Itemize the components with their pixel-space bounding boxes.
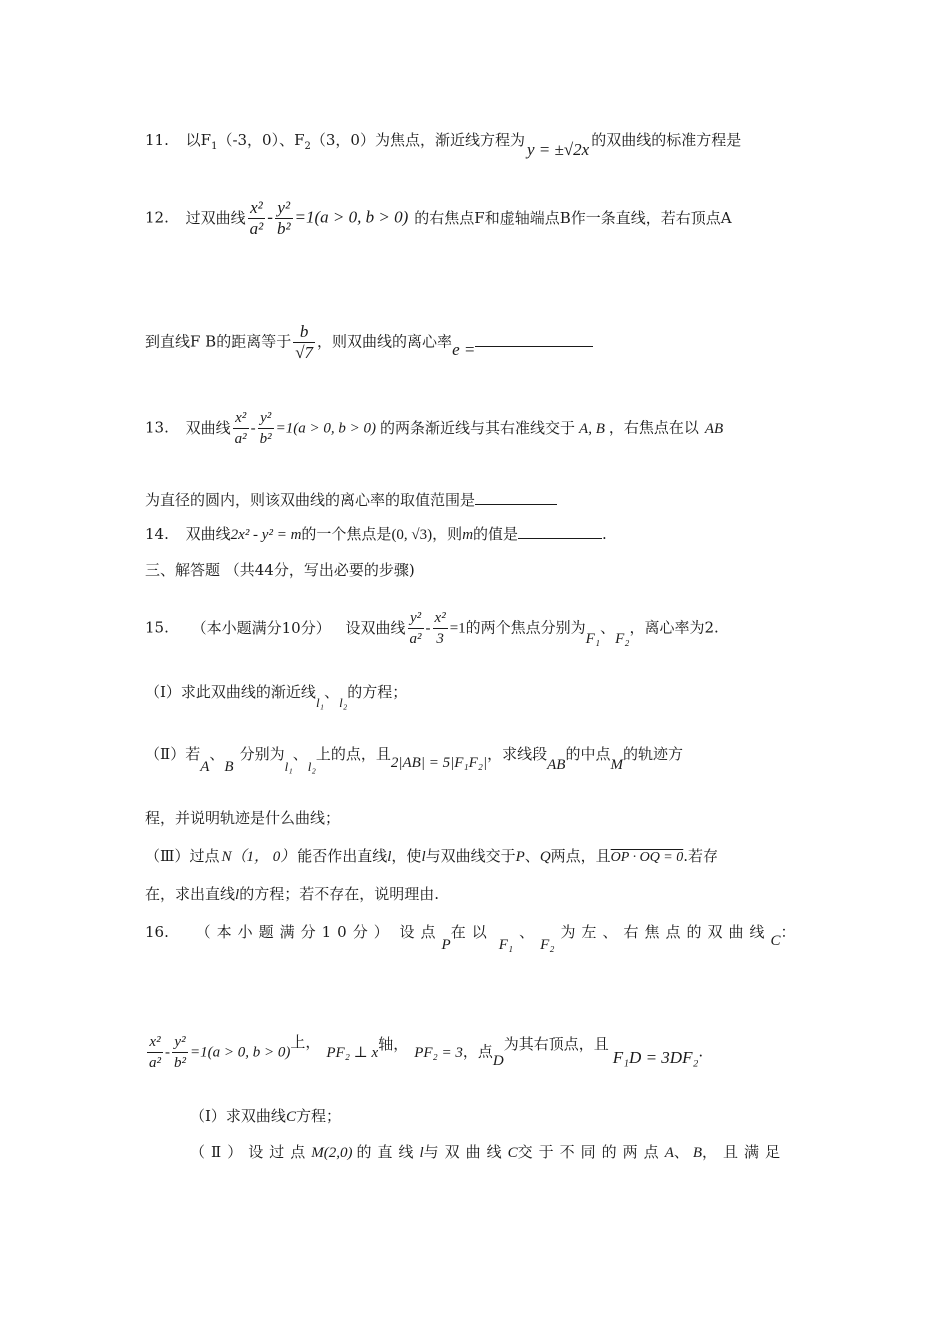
q15-part-2 (145, 744, 683, 775)
q16-p2-a: （Ⅱ）设过点 (190, 1143, 312, 1161)
q15-header: （本小题满分10分） (191, 618, 331, 637)
q15-part-3-line2 (145, 884, 439, 905)
q16-part-1 (190, 1106, 341, 1127)
q15-p1-label: （Ⅰ）求此双曲线的渐近线 (145, 683, 316, 701)
q15-p2-a: （Ⅱ）若 (145, 745, 201, 763)
q13-points: A, B (579, 420, 605, 437)
q16-P: P (441, 937, 451, 953)
q15-p2-AB: AB (547, 757, 566, 773)
q13-number: 13. (145, 418, 169, 437)
q13-text-c: ，右焦点在以 (608, 418, 699, 437)
q16-minus: - (165, 1044, 170, 1061)
q15-p3-c: ，使 (391, 847, 422, 865)
q14-equation: 2x² - y² = m (230, 527, 302, 543)
q12-fraction-x: $\frac{\text{x²}}{\text{a²}}$ (249, 198, 264, 238)
q16-p1-end: 方程； (295, 1107, 341, 1125)
q16-p2-A: A (664, 1145, 674, 1161)
q16-fraction-y: $\frac{\text{y²}}{\text{b²}}$ (174, 1034, 186, 1071)
q16-p2-c: 与双曲线 (423, 1143, 508, 1161)
q13-text-a: 双曲线 (185, 418, 231, 437)
q12-number: 12. (145, 208, 169, 227)
q16-p2-d: 交于不同的两点 (517, 1143, 665, 1161)
q15-part-2-line2: 程，并说明轨迹是什么曲线； (145, 809, 341, 827)
q16-part-2 (190, 1142, 786, 1163)
q12-text-b: 的右焦点F和虚轴端点B作一条直线，若右顶点A (414, 208, 732, 227)
q16-p2-l: l (419, 1145, 424, 1161)
q14-m: m (462, 527, 474, 543)
q15-p3-a: （Ⅲ）过点 (145, 847, 220, 865)
q15-p1-end: 的方程； (347, 683, 408, 701)
q15-p2-c: 上的点，且 (315, 745, 391, 763)
q16-number: 16. (145, 923, 169, 941)
q13-ab: AB (704, 420, 724, 437)
q15-p3-Q: Q (539, 849, 551, 865)
q16-line2-a: 上， (290, 1032, 321, 1051)
q15-p2-l2: l₂ (307, 759, 316, 774)
q15-p2-e: 的中点 (565, 745, 611, 763)
question-12-line2 (145, 322, 593, 363)
q15-p3-line2-b: 的方程；若不存在，说明理由. (239, 885, 439, 903)
q11-sub1: 1 (211, 141, 218, 152)
section-3-heading: 三、解答题 （共44分，写出必要的步骤) (145, 561, 415, 579)
q16-p2-C: C (507, 1145, 518, 1161)
q15-part-1 (145, 682, 408, 710)
q16-header: （本小题满分10分） (195, 923, 395, 941)
q15-f2: F₂ (615, 630, 630, 647)
q15-p2-eq: 2|AB| = 5|F₁F₂| (390, 755, 488, 771)
q15-f1: F₁ (585, 630, 601, 647)
q15-p1-l1: l₁ (315, 695, 325, 710)
q15-p3-b: 能否作出直线 (297, 847, 388, 865)
q15-p3-P: P (515, 849, 525, 865)
q13-text-b: 的两条渐近线与其右准线交于 (380, 418, 576, 437)
q15-eq-end: =1 (449, 620, 466, 637)
q16-p1-C: C (285, 1109, 296, 1125)
q11-sub2: 2 (304, 141, 311, 152)
q15-p3-line2-a: 在，求出直线 (145, 885, 236, 903)
q11-number: 11. (145, 131, 169, 149)
q15-text-b: 的两个焦点分别为 (465, 618, 586, 637)
q14-point: (0, √3) (391, 527, 433, 543)
question-13 (145, 408, 723, 449)
q16-p2-sep: 、 (673, 1143, 689, 1161)
q15-p3-N: N（1， 0） (221, 849, 296, 865)
q16-p1: （Ⅰ）求双曲线 (190, 1107, 286, 1125)
q16-fraction-x: $\frac{\text{x²}}{\text{a²}}$ (149, 1034, 161, 1071)
q15-p3-d: 与双曲线交于 (425, 847, 516, 865)
q14-number: 14. (145, 525, 169, 543)
q15-p1-sep: 、 (324, 683, 340, 701)
q16-condition: =1(a > 0, b > 0) (190, 1044, 291, 1061)
q13-line2: 为直径的圆内，则该双曲线的离心率的取值范围是 (145, 491, 476, 509)
q12-e-label: e = (452, 339, 476, 359)
q16-F1: F₁ (498, 937, 514, 953)
q12-text-a: 过双曲线 (185, 208, 246, 227)
q15-fraction-x: $\frac{\text{x²}}{3}$ (434, 610, 446, 647)
q15-fraction-y: $\frac{\text{y²}}{\text{a²}}$ (409, 610, 422, 647)
q15-text-a: 设双曲线 (345, 618, 406, 637)
q15-part-3 (145, 846, 718, 868)
q16-line2-d: 为其右顶点，且 (503, 1034, 609, 1053)
q12-fraction-b: $\frac{b}{√7}$ (295, 322, 314, 362)
q14-text-c: ，则 (432, 525, 463, 543)
q16-p2-B: B (692, 1145, 703, 1161)
q16-p2-b: 的直线 (356, 1143, 420, 1161)
q14-end: . (602, 525, 607, 543)
q16-text-a: 设点 (399, 923, 442, 941)
q14-text-a: 双曲线 (185, 525, 231, 543)
q15-p2-f: 的轨迹方 (622, 745, 683, 763)
q14-answer-blank (518, 538, 602, 539)
q13-fraction-y: $\frac{\text{y²}}{\text{b²}}$ (259, 410, 272, 447)
q15-p2-A: A (200, 759, 210, 775)
q12-line2-b: ，则双曲线的离心率 (317, 332, 453, 351)
q15-p3-e: 两点，且 (550, 847, 611, 865)
q14-text-b: 的一个焦点是 (301, 525, 392, 543)
q15-p2-d: ，求线段 (487, 745, 548, 763)
q16-C: C (770, 933, 781, 949)
q15-p3-line2-l: l (235, 887, 240, 903)
q13-answer-blank (475, 504, 557, 505)
q16-perp: PF₂ ⊥ x (326, 1044, 379, 1061)
q16-vec: F₁D = 3DF₂ (612, 1047, 699, 1067)
q13-condition: =1(a > 0, b > 0) (275, 420, 377, 437)
question-16-line2 (145, 1032, 703, 1073)
q16-D: D (492, 1052, 504, 1069)
q16-F2: F₂ (540, 937, 555, 953)
q12-minus: - (267, 207, 273, 227)
q16-text-b: 在以 (450, 923, 493, 941)
q12-condition: =1(a > 0, b > 0) (294, 207, 409, 227)
q11-text-b: （-3，0）、F (217, 131, 305, 149)
q12-answer-blank (475, 346, 593, 347)
q11-equation: y = ±√2x (526, 140, 590, 159)
q16-line2-e: . (698, 1042, 704, 1061)
q15-p2-b: 分别为 (239, 745, 285, 763)
q12-fraction-y: $\frac{\text{y²}}{\text{b²}}$ (276, 198, 291, 238)
q16-text-c: 为左、右焦点的双曲线 (560, 923, 771, 941)
question-15 (145, 608, 719, 649)
q16-line2-c: ，点 (462, 1042, 493, 1061)
q15-minus: - (425, 620, 431, 637)
q15-number: 15. (145, 618, 169, 637)
q15-p3-sep: 、 (524, 847, 540, 865)
q15-p2-sep: 、 (209, 745, 225, 763)
q12-line2-a: 到直线F B的距离等于 (145, 332, 292, 351)
question-16 (145, 922, 796, 953)
q16-sep: 、 (519, 923, 535, 941)
q15-p2-B: B (224, 759, 234, 775)
q11-text-a: 以F (185, 131, 212, 149)
q16-p2-M: M(2,0) (311, 1145, 353, 1161)
question-13-line2 (145, 490, 557, 510)
q15-p2-l1: l₁ (284, 759, 293, 774)
q16-line2-b: 轴， (378, 1034, 409, 1053)
q15-p3-l: l (387, 849, 392, 865)
q15-p3-vec: OP · OQ = 0 (610, 850, 684, 865)
q16-pf2: PF₂ = 3 (414, 1044, 463, 1061)
question-12 (145, 198, 732, 239)
q13-minus: - (250, 420, 256, 437)
question-14 (145, 524, 607, 545)
q15-p1-l2: l₂ (339, 695, 348, 710)
q15-p3-l2: l (421, 849, 426, 865)
question-11 (145, 130, 741, 157)
q11-text-c: （3，0）为焦点，渐近线方程为 (310, 131, 525, 149)
q15-p2-M: M (610, 757, 623, 773)
q16-p2-e: ，且满足 (702, 1143, 787, 1161)
q11-text-d: 的双曲线的标准方程是 (591, 131, 742, 149)
q15-p2-sep2: 、 (292, 745, 308, 763)
q14-text-d: 的值是 (473, 525, 519, 543)
q15-p3-f: .若存 (683, 847, 719, 865)
q15-sep: 、 (600, 618, 616, 637)
q16-colon: ： (780, 923, 796, 941)
q15-text-c: ，离心率为2. (629, 618, 719, 637)
q13-fraction-x: $\frac{\text{x²}}{\text{a²}}$ (234, 410, 247, 447)
